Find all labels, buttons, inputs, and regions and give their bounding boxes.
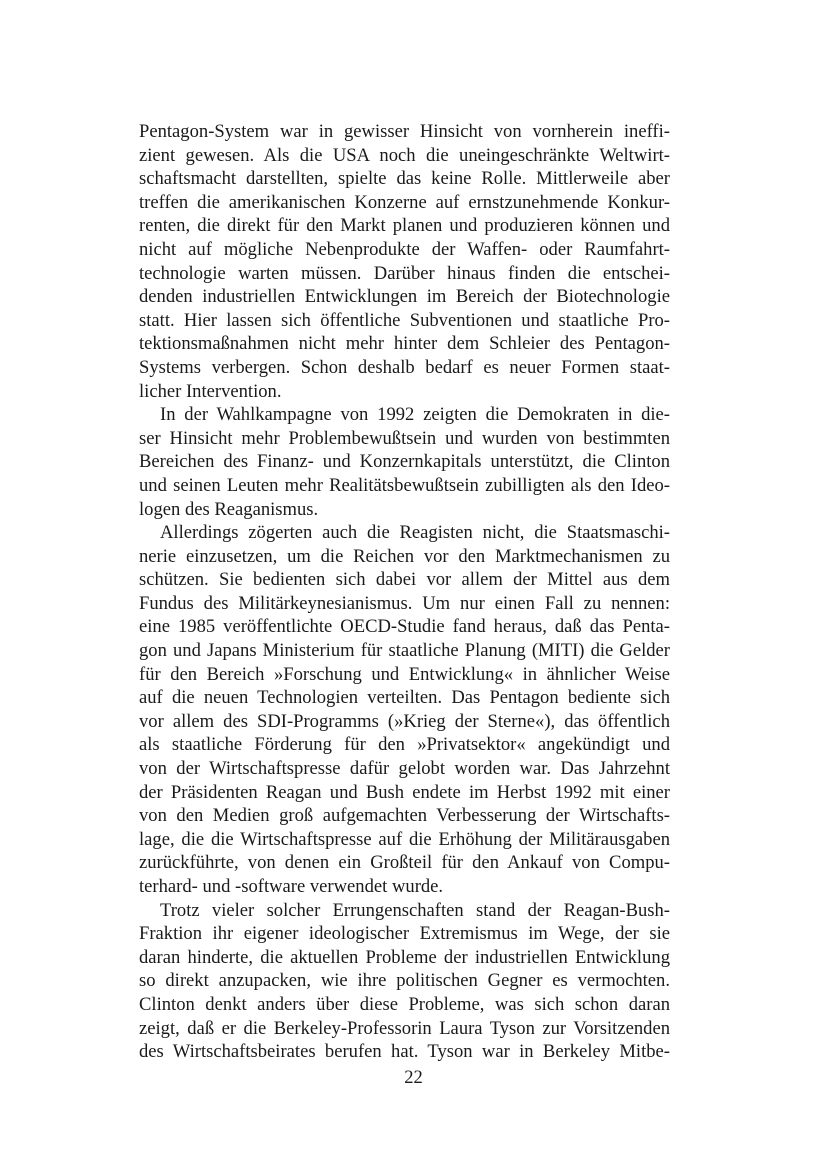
text-line: statt. Hier lassen sich öffentliche Subventionen und staatliche Pro- xyxy=(139,309,670,331)
text-line: Trotz vieler solcher Errungenschaften stand der Reagan-Bush- xyxy=(160,899,670,921)
text-line: schützen. Sie bedienten sich dabei vor allem der Mittel aus dem xyxy=(139,569,670,591)
text-line: tektionsmaßnahmen nicht mehr hinter dem Schleier des Pentagon- xyxy=(139,333,670,355)
text-line: technologie warten müssen. Darüber hinaus finden die entschei- xyxy=(139,262,670,284)
text-line: Systems verbergen. Schon deshalb bedarf es neuer Formen staat- xyxy=(139,356,670,378)
paragraph xyxy=(139,521,670,899)
text-line: zient gewesen. Als die USA noch die uneingeschränkte Weltwirt- xyxy=(139,144,670,166)
text-line: terhard- und -software verwendet wurde. xyxy=(139,876,444,897)
text-line: Fraktion ihr eigener ideologischer Extremismus im Wege, der sie xyxy=(139,923,670,945)
text-line: nerie einzusetzen, um die Reichen vor den Marktmechanismen zu xyxy=(139,545,670,567)
text-line: Bereichen des Finanz- und Konzernkapitals unterstützt, die Clinton xyxy=(139,451,670,473)
text-line: von der Wirtschaftspresse dafür gelobt worden war. Das Jahrzehnt xyxy=(139,758,670,780)
text-line: so direkt anzupacken, wie ihre politischen Gegner es vermochten. xyxy=(139,970,670,992)
paragraph xyxy=(139,120,670,403)
text-line: In der Wahlkampagne von 1992 zeigten die Demokraten in die- xyxy=(160,404,670,426)
text-line: ser Hinsicht mehr Problembewußtsein und wurden von bestimmten xyxy=(139,427,670,449)
text-line: Pentagon-System war in gewisser Hinsicht von vornherein ineffi- xyxy=(139,121,670,142)
text-line: Allerdings zögerten auch die Reagisten nicht, die Staatsmaschi- xyxy=(160,522,670,544)
text-line: nicht auf mögliche Nebenprodukte der Waffen- oder Raumfahrt- xyxy=(139,238,670,260)
text-line: auf die neuen Technologien verteilten. Das Pentagon bediente sich xyxy=(139,687,670,709)
text-line: von den Medien groß aufgemachten Verbesserung der Wirtschafts- xyxy=(139,805,670,827)
text-line: des Wirtschaftsbeirates berufen hat. Tyson war in Berkeley Mitbe- xyxy=(139,1041,670,1063)
text-line: vor allem des SDI-Programms (»Krieg der Sterne«), das öffentlich xyxy=(139,710,670,732)
page-number: 22 xyxy=(404,1067,423,1088)
text-line: denden industriellen Entwicklungen im Bereich der Biotechnologie xyxy=(139,286,670,308)
text-line: gon und Japans Ministerium für staatliche Planung (MITI) die Gelder xyxy=(139,640,670,662)
text-line: der Präsidenten Reagan und Bush endete im Herbst 1992 mit einer xyxy=(139,781,670,803)
paragraph xyxy=(139,899,670,1064)
text-line: schaftsmacht darstellten, spielte das keine Rolle. Mittlerweile aber xyxy=(139,168,670,190)
text-line: lage, die die Wirtschaftspresse auf die Erhöhung der Militärausgaben xyxy=(139,828,670,850)
body-text xyxy=(139,120,670,1064)
text-line: Fundus des Militärkeynesianismus. Um nur einen Fall zu nennen: xyxy=(139,592,670,614)
text-line: licher Intervention. xyxy=(139,380,282,402)
text-line: für den Bereich »Forschung und Entwicklung« in ähnlicher Weise xyxy=(139,663,670,685)
text-line: zeigt, daß er die Berkeley-Professorin Laura Tyson zur Vorsitzenden xyxy=(139,1017,670,1039)
text-line: zurückführte, von denen ein Großteil für den Ankauf von Compu- xyxy=(139,852,670,874)
text-line: renten, die direkt für den Markt planen und produzieren können und xyxy=(139,215,670,237)
text-line: und seinen Leuten mehr Realitätsbewußtsein zubilligten als den Ideo- xyxy=(139,474,670,496)
text-line: daran hinderte, die aktuellen Probleme der industriellen Entwicklung xyxy=(139,946,670,968)
paragraph xyxy=(139,403,670,521)
text-line: Clinton denkt anders über diese Probleme, was sich schon daran xyxy=(139,993,670,1015)
text-line: treffen die amerikanischen Konzerne auf ernstzunehmende Konkur- xyxy=(139,191,670,213)
text-line: logen des Reaganismus. xyxy=(139,498,319,520)
text-line: eine 1985 veröffentlichte OECD-Studie fand heraus, daß das Penta- xyxy=(139,616,670,638)
text-line: als staatliche Förderung für den »Privatsektor« angekündigt und xyxy=(139,734,670,756)
